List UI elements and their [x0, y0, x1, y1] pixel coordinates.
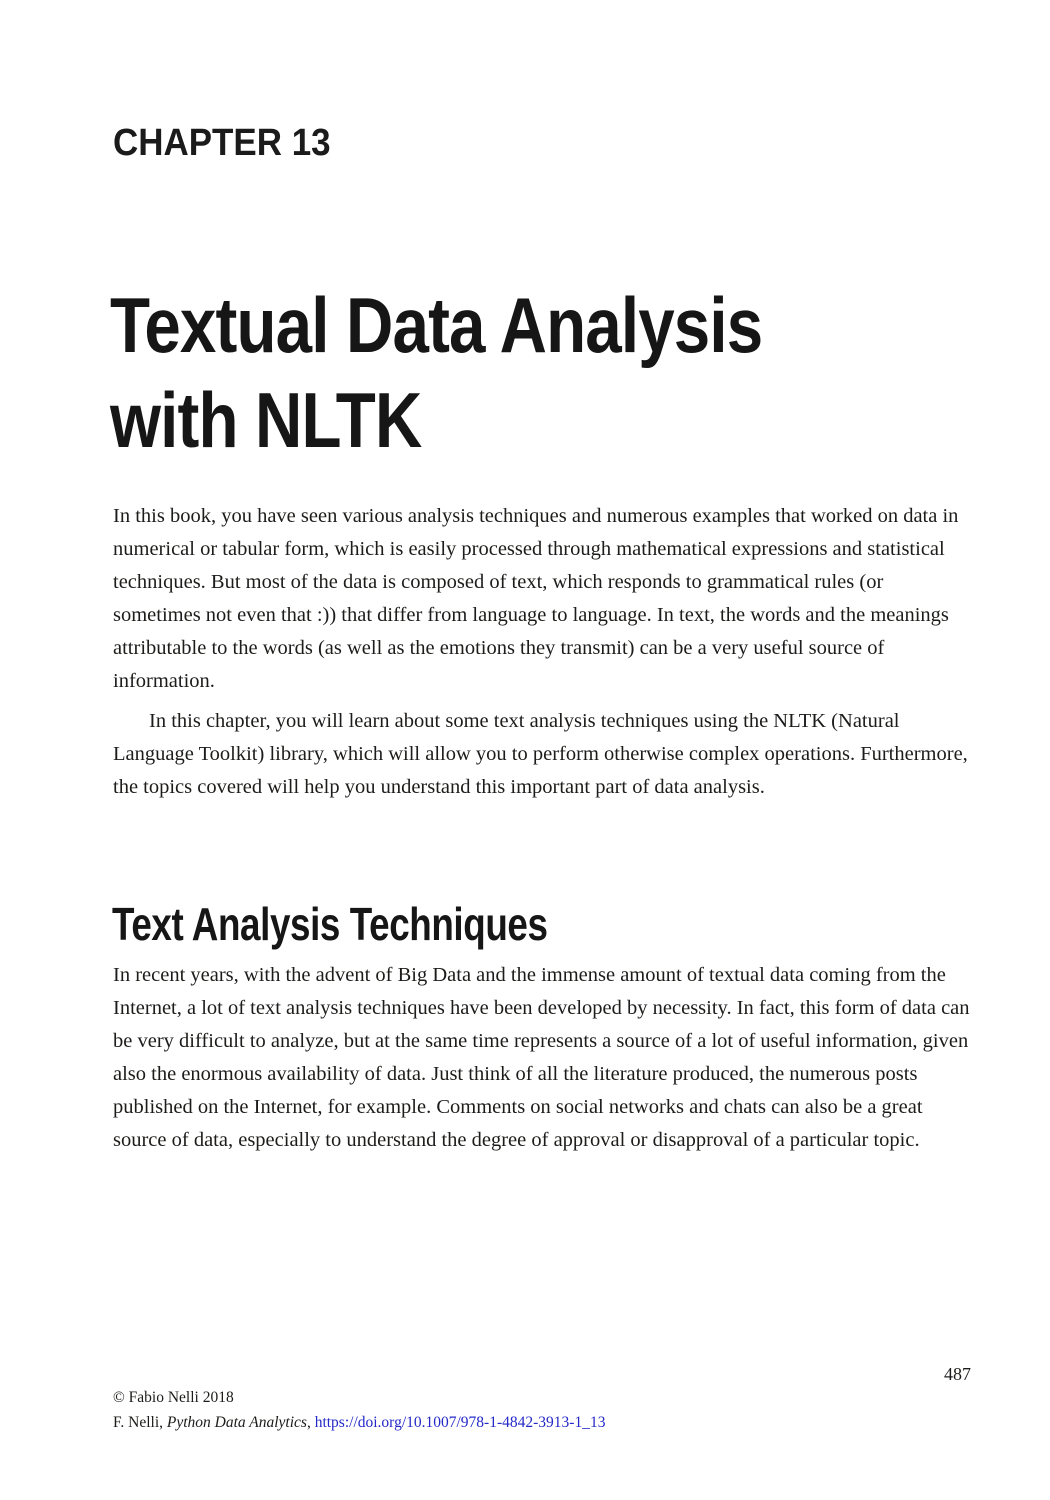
chapter-label: CHAPTER 13	[113, 122, 331, 164]
footer	[113, 1385, 605, 1435]
intro-text	[113, 500, 971, 804]
chapter-title-line1: Textual Data Analysis	[110, 281, 763, 369]
doi-link[interactable]: https://doi.org/10.1007/978-1-4842-3913-1_13	[314, 1414, 606, 1431]
chapter-title	[110, 278, 762, 468]
chapter-title-line2: with NLTK	[110, 376, 422, 464]
citation-book-title: Python Data Analytics	[166, 1414, 307, 1431]
section-paragraph-1: In recent years, with the advent of Big Data and the immense amount of textual data coming from the Internet, a lot of text analysis techniques have been developed by necessity. In fact, this form of data can be very difficult to analyze, but at the same time represents a source of a lot of useful information, given also the enormous availability of data. Just think of all the literature produced, the numerous posts published on the Internet, for example. Comments on social networks and chats can also be a great source of data, especially to understand the degree of approval or disapproval of a particular topic.	[113, 964, 970, 1151]
intro-paragraph-2: In this chapter, you will learn about some text analysis techniques using the NLTK (Natural Language Toolkit) library, which will allow you to perform otherwise complex operations. Furthermore, the topics covered will help you understand this important part of data analysis.	[113, 710, 968, 798]
section-heading: Text Analysis Techniques	[112, 898, 548, 950]
citation-line	[113, 1410, 605, 1435]
copyright-line: © Fabio Nelli 2018	[113, 1389, 234, 1406]
citation-author: F. Nelli,	[113, 1414, 167, 1431]
intro-paragraph-1: In this book, you have seen various analysis techniques and numerous examples that worked on data in numerical or tabular form, which is easily processed through mathematical expressions and statistical techniques. But most of the data is composed of text, which responds to grammatical rules (or sometimes not even that :)) that differ from language to language. In text, the words and the meanings attributable to the words (as well as the emotions they transmit) can be a very useful source of information.	[113, 505, 959, 692]
citation-separator: ,	[306, 1414, 315, 1431]
section-text	[113, 959, 971, 1157]
page-number: 487	[944, 1364, 971, 1384]
